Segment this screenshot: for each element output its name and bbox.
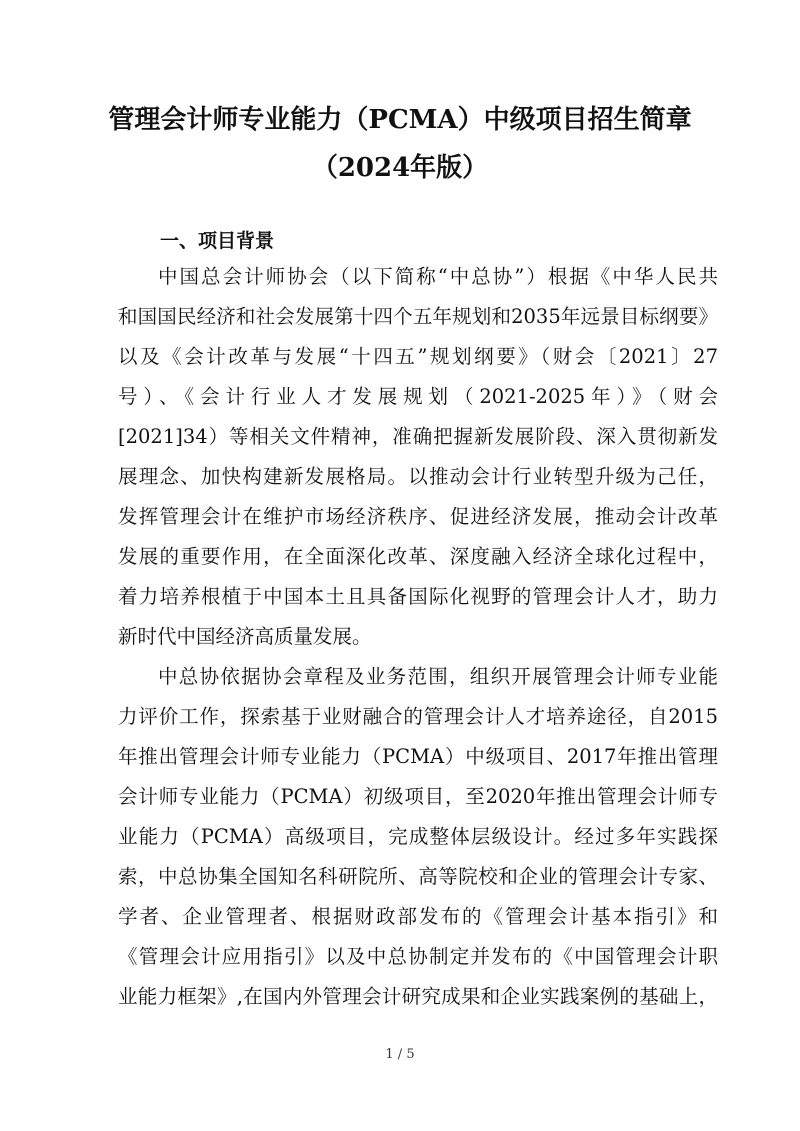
section-heading: 一、项目背景 [160,230,275,252]
paragraph-line: 索，中总协集全国知名科研院所、高等院校和企业的管理会计专家、 [118,865,718,888]
paragraph-line: 展理念、加快构建新发展格局。以推动会计行业转型升级为己任， [118,465,718,488]
paragraph-line: 发展的重要作用，在全面深化改革、深度融入经济全球化过程中， [118,545,718,568]
paragraph-line: 学者、企业管理者、根据财政部发布的《管理会计基本指引》和 [118,905,718,928]
paragraph-line: 中总协依据协会章程及业务范围，组织开展管理会计师专业能 [158,665,718,688]
paragraph-line: 以及《会计改革与发展“十四五”规划纲要》（财会〔2021〕27 [118,345,718,368]
paragraph-line: 业能力（PCMA）高级项目，完成整体层级设计。经过多年实践探 [118,825,718,848]
paragraph-line: 业能力框架》,在国内外管理会计研究成果和企业实践案例的基础上， [118,985,718,1008]
paragraph-line: 新时代中国经济高质量发展。 [118,625,372,648]
paragraph-line: 年推出管理会计师专业能力（PCMA）中级项目、2017年推出管理 [118,745,718,768]
page-number: 1 / 5 [385,1047,415,1062]
paragraph-line: 中国总会计师协会（以下简称“中总协”）根据《中华人民共 [158,265,718,288]
paragraph-line: 发挥管理会计在维护市场经济秩序、促进经济发展，推动会计改革 [118,505,718,528]
paragraph-line: 号）、《会计行业人才发展规划（2021-2025年）》（财会 [118,385,718,408]
document-subtitle: （2024年版） [311,153,489,183]
document-title: 管理会计师专业能力（PCMA）中级项目招生简章 [108,105,692,135]
paragraph-line: 和国国民经济和社会发展第十四个五年规划和2035年远景目标纲要》 [118,305,718,328]
paragraph-line: 力评价工作，探索基于业财融合的管理会计人才培养途径，自2015 [118,705,718,728]
paragraph-line: 《管理会计应用指引》以及中总协制定并发布的《中国管理会计职 [118,945,718,968]
paragraph-line: 会计师专业能力（PCMA）初级项目，至2020年推出管理会计师专 [118,785,718,808]
paragraph-line: 着力培养根植于中国本土且具备国际化视野的管理会计人才，助力 [118,585,718,608]
paragraph-line: [2021]34）等相关文件精神，准确把握新发展阶段、深入贯彻新发 [118,425,718,448]
